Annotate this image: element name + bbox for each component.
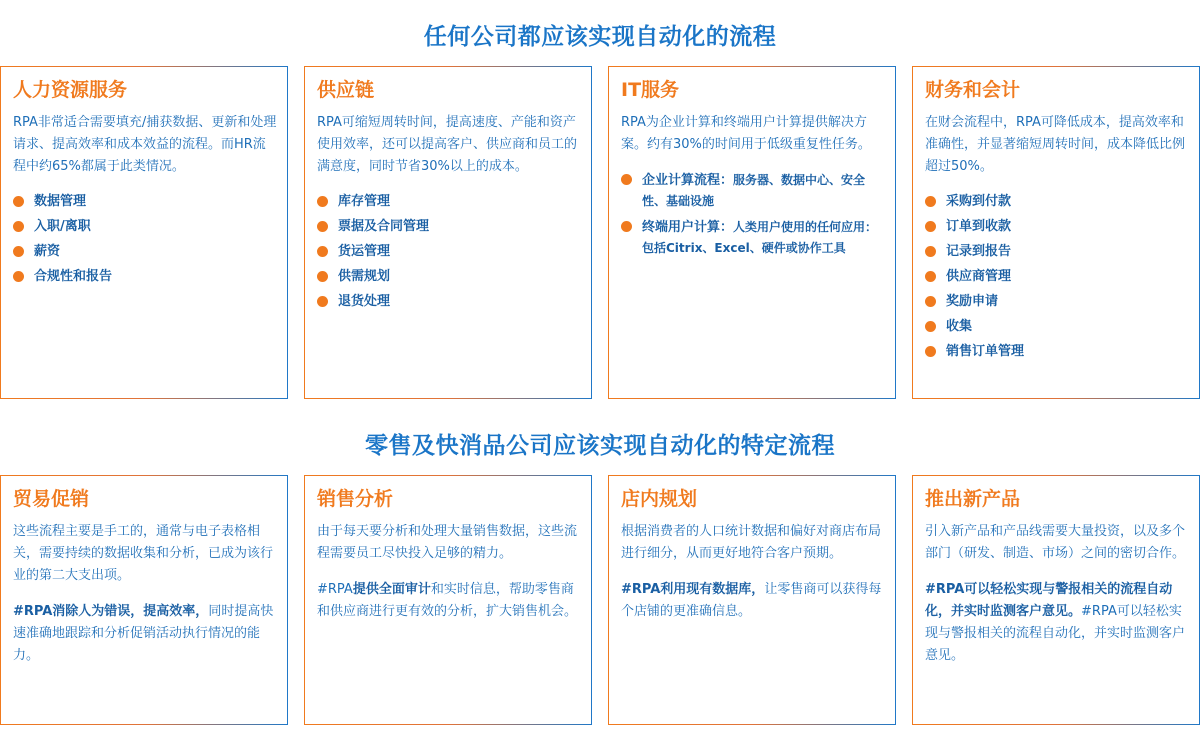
card-rpa-benefit bbox=[925, 579, 1189, 667]
list-item-label: 退货处理 bbox=[338, 294, 391, 309]
list-item-label: 终端用户计算： bbox=[642, 220, 734, 235]
rpa-benefit-text: 让零售商可以获得每个店铺的更准确信息。 bbox=[621, 582, 882, 619]
card-sales-analysis bbox=[304, 475, 592, 725]
bullet-dot-icon bbox=[925, 221, 936, 232]
list-item-label: 票据及合同管理 bbox=[338, 219, 430, 234]
bullet-list bbox=[621, 170, 885, 259]
card-description: RPA为企业计算和终端用户计算提供解决方案。约有30%的时间用于低级重复性任务。 bbox=[621, 115, 871, 152]
bullet-dot-icon bbox=[925, 196, 936, 207]
rpa-benefit-highlight: 提供全面审计 bbox=[352, 582, 431, 597]
list-item-label: 库存管理 bbox=[338, 194, 391, 209]
bullet-dot-icon bbox=[925, 321, 936, 332]
card-supply-chain bbox=[304, 66, 592, 399]
card-description: 这些流程主要是手工的，通常与电子表格相关，需要持续的数据收集和分析，已成为该行业的第二大支出项。 bbox=[13, 524, 274, 583]
list-item bbox=[317, 217, 581, 237]
list-item-label: 货运管理 bbox=[338, 244, 391, 259]
list-item-label: 订单到收款 bbox=[946, 219, 1012, 234]
card-rpa-benefit bbox=[13, 601, 277, 667]
list-item bbox=[925, 267, 1189, 287]
card-title: 推出新产品 bbox=[925, 488, 1021, 510]
card-title: IT服务 bbox=[621, 79, 680, 101]
list-item-detail: 人类用户使用的任何应用：包括Citrix、Excel、硬件或协作工具 bbox=[642, 220, 878, 255]
card-title: 贸易促销 bbox=[13, 488, 90, 510]
list-item-label: 采购到付款 bbox=[946, 194, 1012, 209]
bullet-dot-icon bbox=[621, 221, 632, 232]
list-item bbox=[13, 267, 277, 287]
card-description: 在财会流程中，RPA可降低成本，提高效率和准确性，并显著缩短周转时间，成本降低比例超过50%。 bbox=[925, 115, 1186, 174]
list-item-label: 供应商管理 bbox=[946, 269, 1012, 284]
list-item-label: 入职/离职 bbox=[34, 219, 91, 234]
list-item bbox=[13, 192, 277, 212]
card-title: 人力资源服务 bbox=[13, 79, 128, 101]
list-item bbox=[925, 317, 1189, 337]
list-item bbox=[317, 242, 581, 262]
card-finance-accounting bbox=[912, 66, 1200, 399]
list-item-label: 收集 bbox=[946, 319, 973, 334]
card-title: 销售分析 bbox=[317, 488, 394, 510]
list-item bbox=[925, 242, 1189, 262]
list-item bbox=[13, 242, 277, 262]
bullet-dot-icon bbox=[317, 296, 328, 307]
bullet-dot-icon bbox=[925, 346, 936, 357]
bullet-dot-icon bbox=[925, 296, 936, 307]
list-item bbox=[621, 217, 885, 259]
list-item bbox=[925, 192, 1189, 212]
list-item-label: 供需规划 bbox=[338, 269, 391, 284]
bullet-dot-icon bbox=[317, 221, 328, 232]
card-description: RPA非常适合需要填充/捕获数据、更新和处理请求、提高效率和成本效益的流程。而HR流程中约65%都属于此类情况。 bbox=[13, 115, 277, 174]
card-title: 供应链 bbox=[317, 79, 375, 101]
card-rpa-benefit bbox=[621, 579, 885, 623]
section-title-general: 任何公司都应该实现自动化的流程 bbox=[423, 24, 777, 50]
bullet-list bbox=[925, 192, 1189, 362]
list-item-label: 销售订单管理 bbox=[946, 344, 1025, 359]
bullet-dot-icon bbox=[925, 246, 936, 257]
general-process-cards bbox=[0, 66, 1200, 399]
bullet-dot-icon bbox=[925, 271, 936, 282]
card-description: 引入新产品和产品线需要大量投资，以及多个部门（研发、制造、市场）之间的密切合作。 bbox=[925, 524, 1186, 561]
bullet-dot-icon bbox=[317, 196, 328, 207]
list-item bbox=[925, 292, 1189, 312]
bullet-dot-icon bbox=[621, 174, 632, 185]
card-description: RPA可缩短周转时间，提高速度、产能和资产使用效率，还可以提高客户、供应商和员工的满意度，同时节省30%以上的成本。 bbox=[317, 115, 578, 174]
list-item-label: 企业计算流程： bbox=[642, 173, 734, 188]
card-new-product-launch bbox=[912, 475, 1200, 725]
rpa-benefit-text: 同时提高快速准确地跟踪和分析促销活动执行情况的能力。 bbox=[13, 604, 274, 663]
rpa-benefit-highlight: #RPA消除人为错误，提高效率， bbox=[13, 604, 209, 619]
card-it-services bbox=[608, 66, 896, 399]
bullet-dot-icon bbox=[317, 271, 328, 282]
card-description: 根据消费者的人口统计数据和偏好对商店布局进行细分，从而更好地符合客户预期。 bbox=[621, 524, 882, 561]
list-item bbox=[13, 217, 277, 237]
bullet-dot-icon bbox=[13, 246, 24, 257]
bullet-list bbox=[13, 192, 277, 287]
section-title-retail: 零售及快消品公司应该实现自动化的特定流程 bbox=[365, 433, 835, 459]
bullet-dot-icon bbox=[317, 246, 328, 257]
list-item-label: 奖励申请 bbox=[946, 294, 999, 309]
list-item bbox=[925, 217, 1189, 237]
list-item bbox=[925, 342, 1189, 362]
rpa-tag: #RPA bbox=[317, 582, 353, 597]
card-store-planning bbox=[608, 475, 896, 725]
list-item-label: 数据管理 bbox=[34, 194, 87, 209]
list-item-label: 记录到报告 bbox=[946, 244, 1012, 259]
list-item bbox=[317, 267, 581, 287]
rpa-benefit-highlight: #RPA利用现有数据库， bbox=[621, 582, 765, 597]
card-description: 由于每天要分析和处理大量销售数据，这些流程需要员工尽快投入足够的精力。 bbox=[317, 524, 578, 561]
bullet-dot-icon bbox=[13, 221, 24, 232]
list-item-label: 薪资 bbox=[34, 244, 61, 259]
card-title: 店内规划 bbox=[621, 488, 698, 510]
card-hr-services bbox=[0, 66, 288, 399]
list-item bbox=[317, 292, 581, 312]
rpa-benefit-text: 和实时信息，帮助零售商和供应商进行更有效的分析，扩大销售机会。 bbox=[317, 582, 578, 619]
card-trade-promotion bbox=[0, 475, 288, 725]
bullet-dot-icon bbox=[13, 196, 24, 207]
list-item-label: 合规性和报告 bbox=[34, 269, 113, 284]
list-item bbox=[317, 192, 581, 212]
card-rpa-benefit bbox=[317, 579, 581, 623]
rpa-benefit-highlight: #RPA可以轻松实现与警报相关的流程自动化，并实时监测客户意见。 bbox=[925, 582, 1173, 619]
bullet-dot-icon bbox=[13, 271, 24, 282]
list-item bbox=[621, 170, 885, 212]
rpa-benefit-text: #RPA可以轻松实现与警报相关的流程自动化，并实时监测客户意见。 bbox=[925, 604, 1186, 663]
retail-process-cards bbox=[0, 475, 1200, 725]
card-title: 财务和会计 bbox=[925, 79, 1021, 101]
list-item-detail: 服务器、数据中心、安全性、基础设施 bbox=[642, 173, 866, 208]
bullet-list bbox=[317, 192, 581, 312]
